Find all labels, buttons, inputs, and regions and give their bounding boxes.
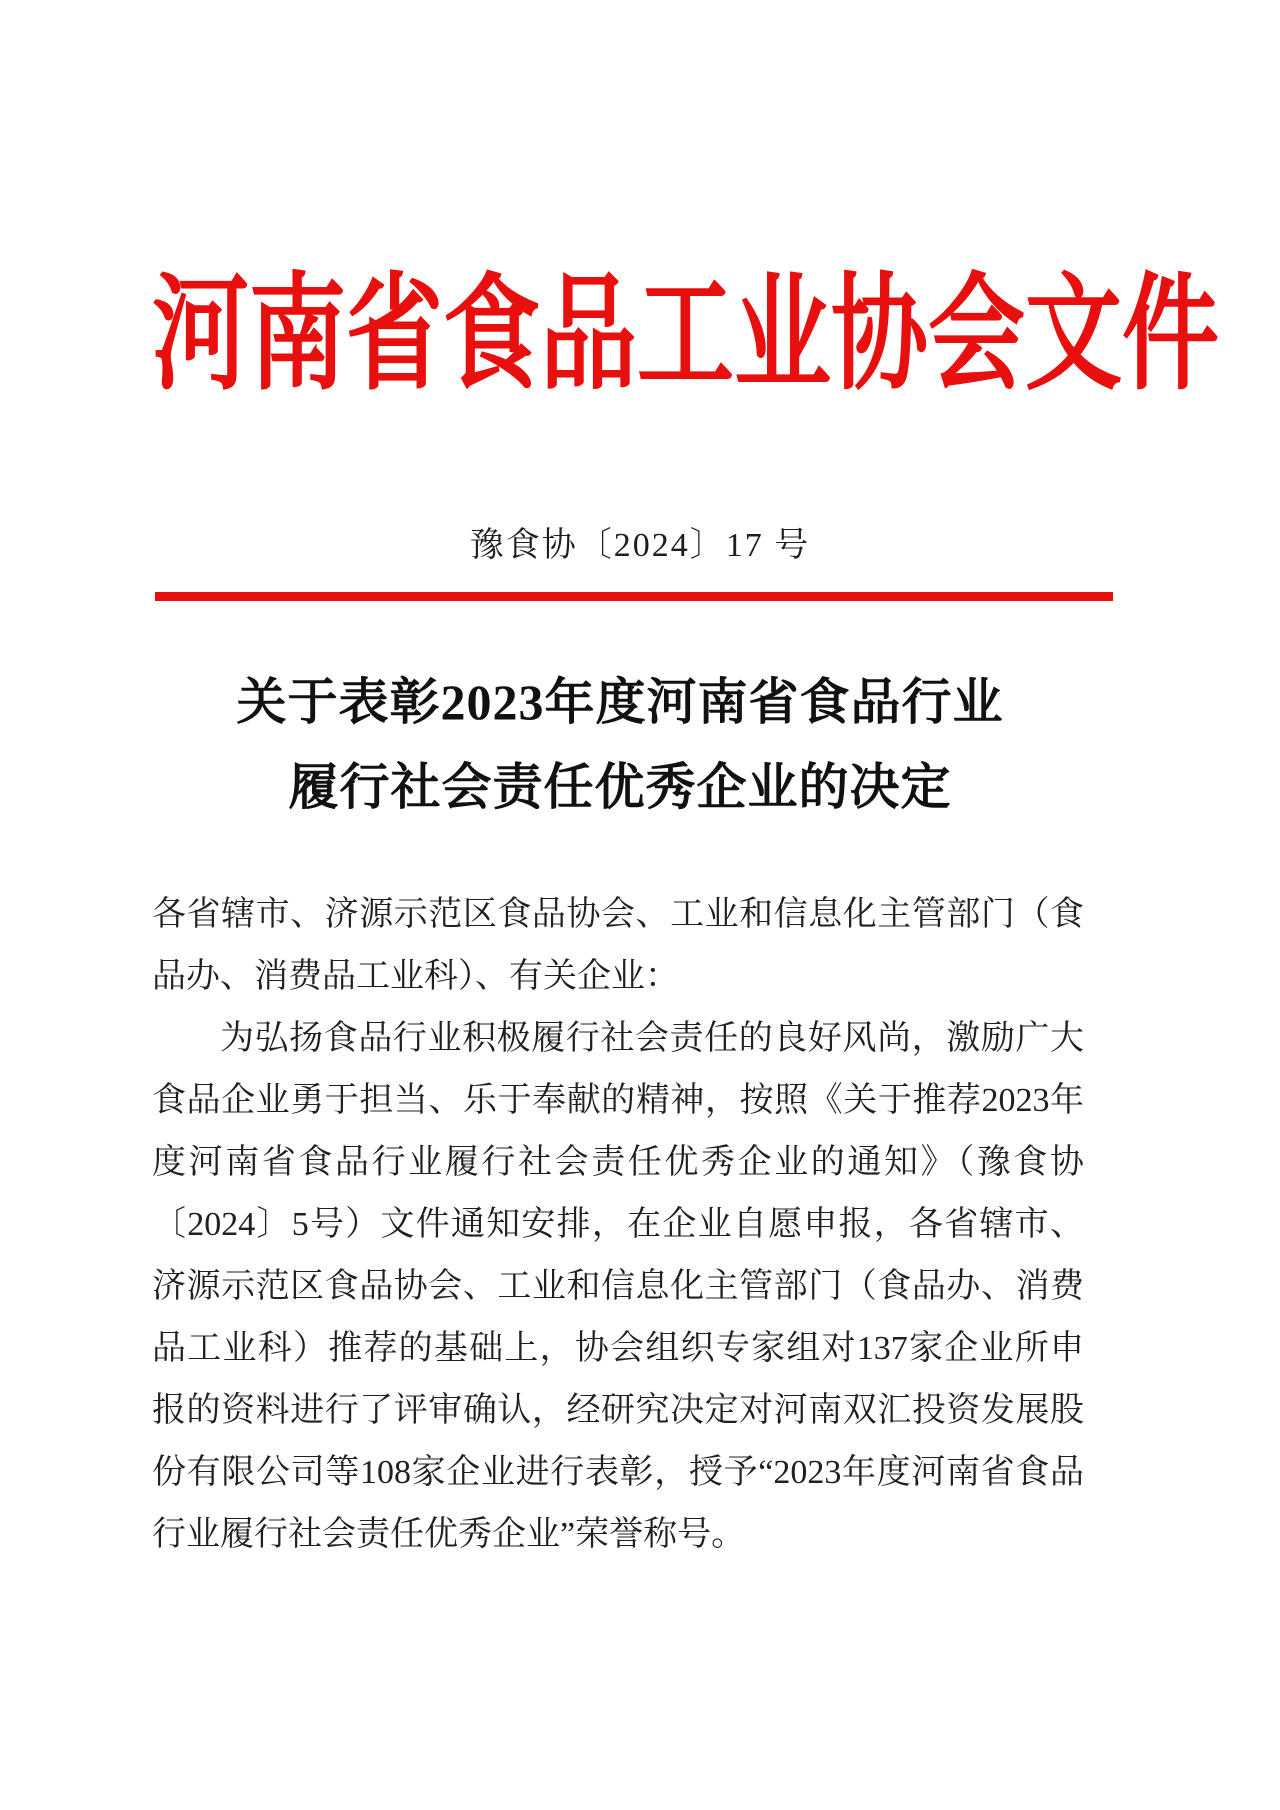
document-body xyxy=(152,884,1084,1566)
document-title xyxy=(150,660,1090,830)
red-divider-line xyxy=(155,592,1113,601)
main-body-paragraph: 为弘扬食品行业积极履行社会责任的良好风尚，激励广大食品企业勇于担当、乐于奉献的精神，按照《关于推荐2023年度河南省食品行业履行社会责任优秀企业的通知》（豫食协〔2024〕5号）文件通知安排，在企业自愿申报，各省辖市、济源示范区食品协会、工业和信息化主管部门（食品办、消费品工业科）推荐的基础上，协会组织专家组对137家企业所申报的资料进行了评审确认，经研究决定对河南双汇投资发展股份有限公司等108家企业进行表彰，授予“2023年度河南省食品行业履行社会责任优秀企业”荣誉称号。 xyxy=(152,1020,1084,1553)
masthead-title: 河南省食品工业协会文件 xyxy=(152,265,1219,405)
recipients-paragraph: 各省辖市、济源示范区食品协会、工业和信息化主管部门（食品办、消费品工业科）、有关企业： xyxy=(152,896,1084,995)
document-title-line-1: 关于表彰2023年度河南省食品行业 xyxy=(236,674,1004,730)
document-title-line-2: 履行社会责任优秀企业的决定 xyxy=(288,759,952,815)
document-number: 豫食协〔2024〕17 号 xyxy=(469,527,811,564)
